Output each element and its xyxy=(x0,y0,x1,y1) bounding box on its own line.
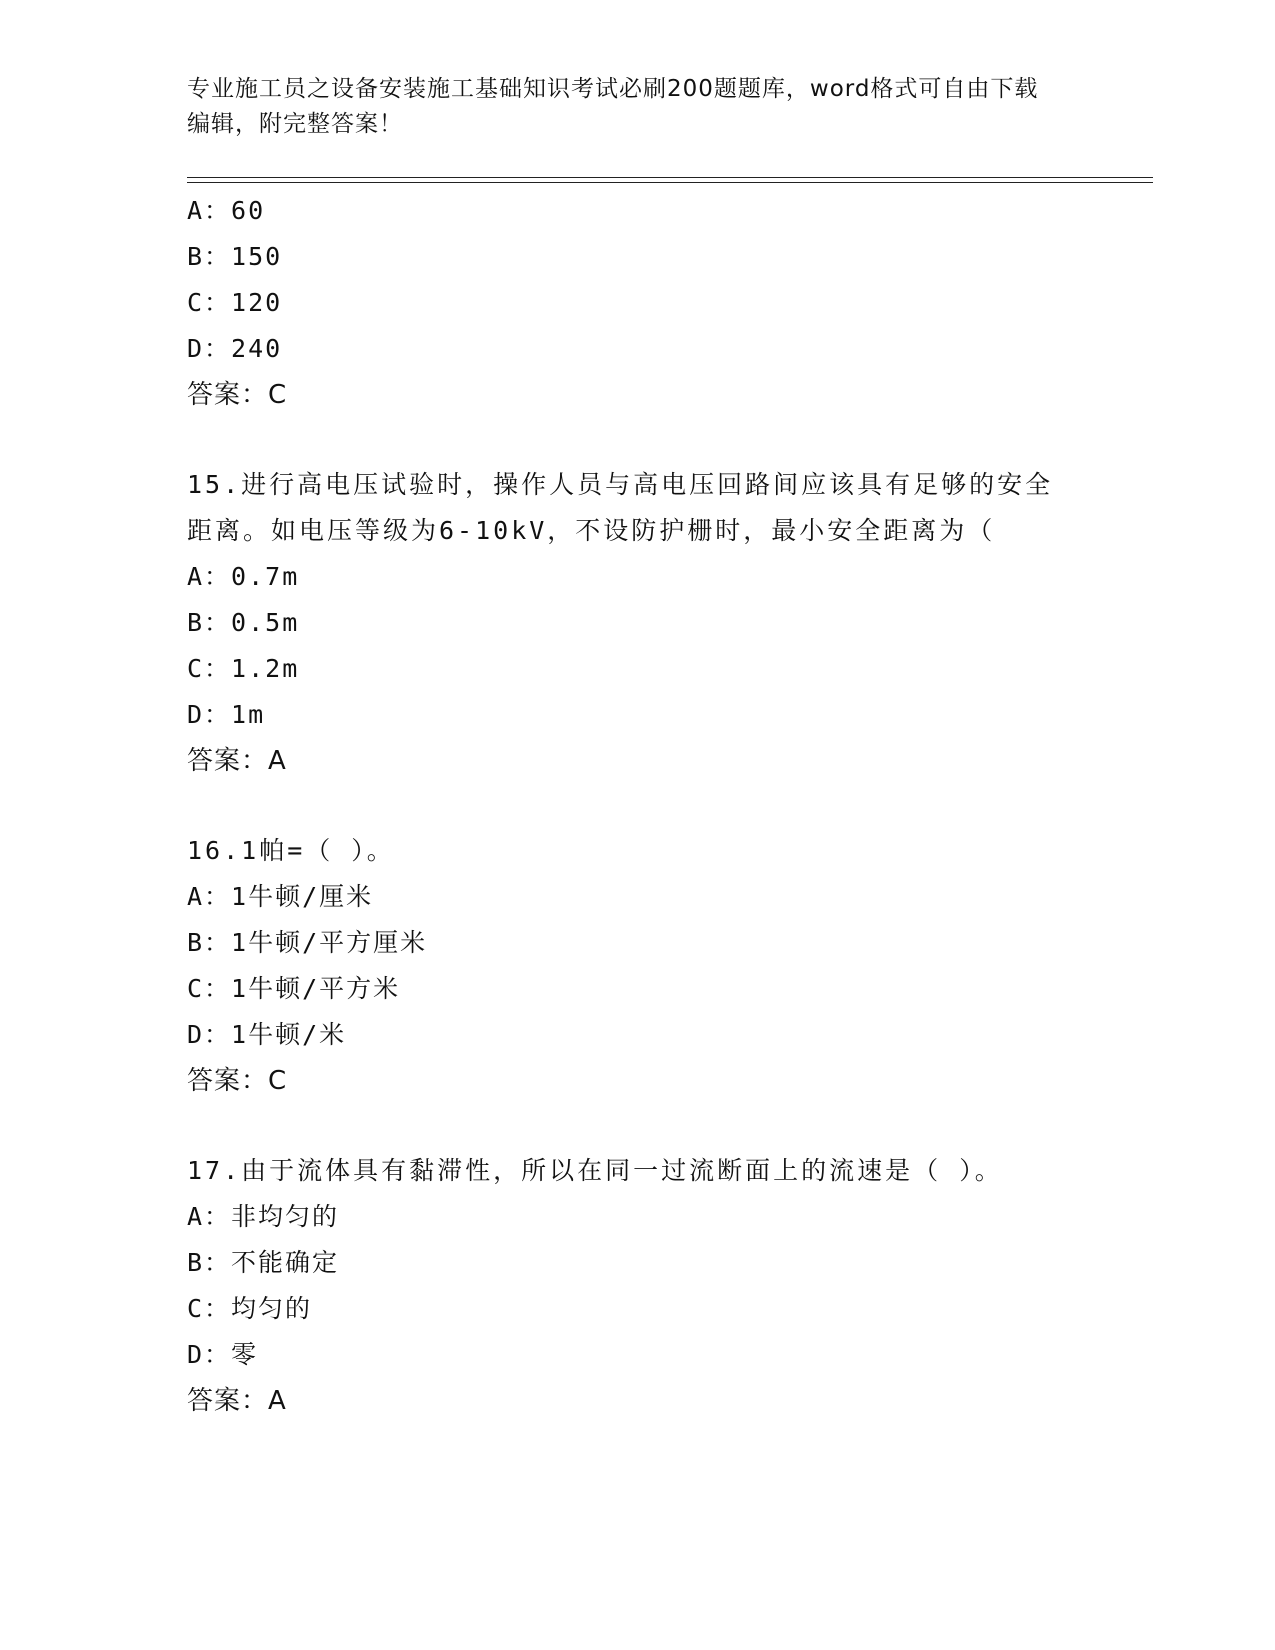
option-b: B：1牛顿/平方厘米 xyxy=(187,928,428,957)
option-a: A：0.7m xyxy=(187,562,300,591)
option-b: B：150 xyxy=(187,242,283,271)
question-text-line-2: 距离。如电压等级为6-10kV，不设防护栅时，最小安全距离为（ xyxy=(187,516,996,545)
option-c: C：均匀的 xyxy=(187,1294,313,1323)
option-b: B：0.5m xyxy=(187,608,300,637)
answer: 答案：A xyxy=(187,746,287,776)
header-line-2: 编辑，附完整答案！ xyxy=(187,111,403,137)
header-divider-top xyxy=(187,177,1153,178)
option-a: A：60 xyxy=(187,196,266,225)
answer: 答案：A xyxy=(187,1386,287,1416)
answer: 答案：C xyxy=(187,1066,288,1096)
option-c: C：120 xyxy=(187,288,283,317)
option-d: D：240 xyxy=(187,334,283,363)
header-line-1: 专业施工员之设备安装施工基础知识考试必刷200题题库，word格式可自由下载 xyxy=(187,76,1039,102)
question-text: 16.1帕=（ ）。 xyxy=(187,836,395,865)
question-text: 17.由于流体具有黏滞性，所以在同一过流断面上的流速是（ ）。 xyxy=(187,1156,1003,1185)
question-16 xyxy=(187,828,1087,1104)
option-c: C：1.2m xyxy=(187,654,300,683)
option-d: D：零 xyxy=(187,1340,259,1369)
question-14 xyxy=(187,188,1087,418)
question-text-line-1: 15.进行高电压试验时，操作人员与高电压回路间应该具有足够的安全 xyxy=(187,470,1054,499)
question-17 xyxy=(187,1148,1087,1424)
option-a: A：1牛顿/厘米 xyxy=(187,882,374,911)
question-15 xyxy=(187,462,1087,784)
question-list xyxy=(187,188,1087,1424)
option-b: B：不能确定 xyxy=(187,1248,340,1277)
option-d: D：1牛顿/米 xyxy=(187,1020,347,1049)
option-a: A：非均匀的 xyxy=(187,1202,340,1231)
header-divider-bottom xyxy=(187,182,1153,183)
document-header xyxy=(187,72,1087,142)
option-c: C：1牛顿/平方米 xyxy=(187,974,401,1003)
answer: 答案：C xyxy=(187,380,288,410)
option-d: D：1m xyxy=(187,700,266,729)
